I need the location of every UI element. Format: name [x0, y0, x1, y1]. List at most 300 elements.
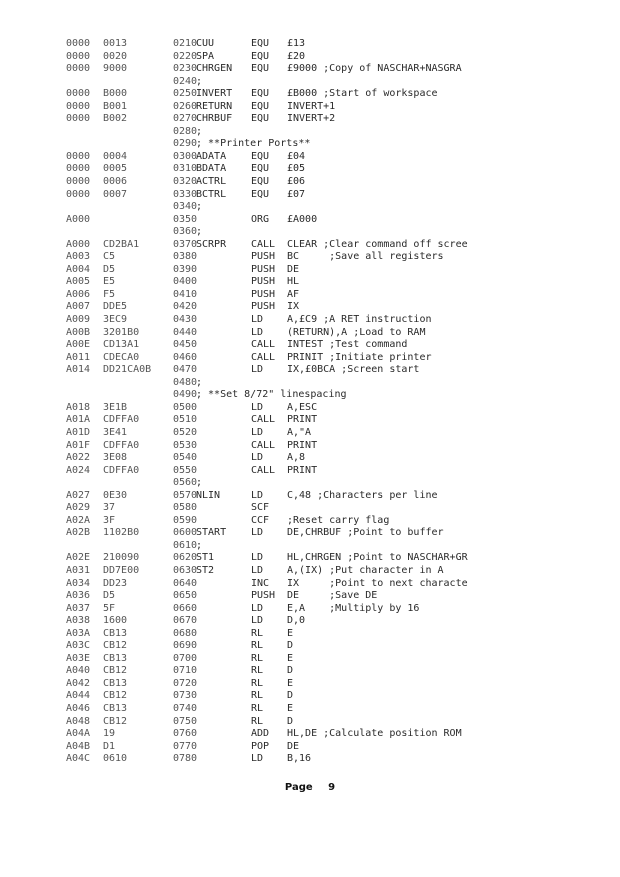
line-number: 0720 — [173, 677, 198, 689]
address: 0000 — [66, 50, 91, 62]
line-number: 0470 — [173, 364, 198, 376]
machine-code: B000 — [103, 88, 128, 100]
line-number: 0280 — [173, 125, 198, 137]
opcode: EQU — [251, 176, 270, 188]
operand: £20 — [287, 50, 306, 62]
opcode: EQU — [251, 100, 270, 112]
machine-code: B001 — [103, 100, 128, 112]
opcode: LD — [251, 426, 264, 438]
address: A038 — [66, 615, 91, 627]
operand: A,£C9 ;A RET instruction — [287, 314, 432, 326]
listing-line — [0, 113, 620, 126]
line-number: 0430 — [173, 314, 198, 326]
listing-line — [0, 214, 620, 227]
machine-code: 0E30 — [103, 489, 128, 501]
listing-line — [0, 753, 620, 766]
listing-line — [0, 201, 620, 214]
label: ACTRL — [196, 176, 227, 188]
opcode: EQU — [251, 63, 270, 75]
opcode: LD — [251, 326, 264, 338]
operand: IX ;Point to next characte — [287, 577, 468, 589]
line-number: 0440 — [173, 326, 198, 338]
listing-line — [0, 628, 620, 641]
machine-code: 0006 — [103, 176, 128, 188]
machine-code: D1 — [103, 740, 116, 752]
opcode: CALL — [251, 464, 276, 476]
operand: HL,CHRGEN ;Point to NASCHAR+GR — [287, 552, 468, 564]
operand: AF — [287, 288, 300, 300]
listing-line — [0, 251, 620, 264]
address: A009 — [66, 314, 91, 326]
listing-line — [0, 226, 620, 239]
machine-code: DD7E00 — [103, 564, 140, 576]
address: 0000 — [66, 113, 91, 125]
machine-code: 0005 — [103, 163, 128, 175]
address: 0000 — [66, 188, 91, 200]
address: A006 — [66, 288, 91, 300]
line-number: 0550 — [173, 464, 198, 476]
operand: A,8 — [287, 452, 306, 464]
page-number: 9 — [328, 782, 336, 793]
address: A014 — [66, 364, 91, 376]
opcode: CALL — [251, 414, 276, 426]
label: ; — [196, 477, 203, 489]
label: NLIN — [196, 489, 221, 501]
opcode: ADD — [251, 728, 270, 740]
address: A01A — [66, 414, 91, 426]
listing-line — [0, 276, 620, 289]
listing-line — [0, 452, 620, 465]
operand: £9000 ;Copy of NASCHAR+NASGRA — [287, 63, 462, 75]
opcode: LD — [251, 314, 264, 326]
opcode: LD — [251, 364, 264, 376]
opcode: RL — [251, 702, 264, 714]
operand: D — [287, 665, 294, 677]
machine-code: CD13A1 — [103, 339, 140, 351]
label: ; **Set 8/72" linespacing — [196, 389, 347, 401]
listing-line — [0, 88, 620, 101]
opcode: PUSH — [251, 251, 276, 263]
machine-code: CDFFA0 — [103, 464, 140, 476]
listing-line — [0, 678, 620, 691]
operand: IX,£0BCA ;Screen start — [287, 364, 420, 376]
machine-code: 0004 — [103, 150, 128, 162]
listing-line — [0, 51, 620, 64]
machine-code: D5 — [103, 263, 116, 275]
address: A018 — [66, 401, 91, 413]
listing-line — [0, 440, 620, 453]
listing-line — [0, 502, 620, 515]
address: A000 — [66, 238, 91, 250]
label: CHRGEN — [196, 63, 233, 75]
listing-line — [0, 163, 620, 176]
listing-line — [0, 427, 620, 440]
line-number: 0250 — [173, 88, 198, 100]
page-label: Page — [284, 782, 313, 793]
address: A000 — [66, 213, 91, 225]
operand: IX — [287, 301, 300, 313]
line-number: 0380 — [173, 251, 198, 263]
line-number: 0750 — [173, 715, 198, 727]
address: 0000 — [66, 100, 91, 112]
address: A00B — [66, 326, 91, 338]
listing-line — [0, 327, 620, 340]
operand: A,ESC — [287, 401, 318, 413]
listing-line — [0, 703, 620, 716]
machine-code: 3201B0 — [103, 326, 140, 338]
address: A02E — [66, 552, 91, 564]
machine-code: 9000 — [103, 63, 128, 75]
machine-code: DD23 — [103, 577, 128, 589]
opcode: RL — [251, 690, 264, 702]
listing-line — [0, 314, 620, 327]
line-number: 0500 — [173, 401, 198, 413]
label: BDATA — [196, 163, 227, 175]
line-number: 0290 — [173, 138, 198, 150]
label: ; **Printer Ports** — [196, 138, 311, 150]
line-number: 0400 — [173, 276, 198, 288]
address: A024 — [66, 464, 91, 476]
machine-code: 1600 — [103, 615, 128, 627]
operand: DE — [287, 263, 300, 275]
listing-line — [0, 590, 620, 603]
opcode: LD — [251, 527, 264, 539]
operand: E — [287, 702, 294, 714]
address: A037 — [66, 602, 91, 614]
address: A044 — [66, 690, 91, 702]
opcode: INC — [251, 577, 270, 589]
machine-code: CDFFA0 — [103, 439, 140, 451]
opcode: LD — [251, 552, 264, 564]
line-number: 0320 — [173, 176, 198, 188]
address: A02B — [66, 527, 91, 539]
address: 0000 — [66, 176, 91, 188]
line-number: 0270 — [173, 113, 198, 125]
machine-code: 19 — [103, 728, 116, 740]
listing-line — [0, 578, 620, 591]
address: A042 — [66, 677, 91, 689]
listing-line — [0, 414, 620, 427]
listing-line — [0, 716, 620, 729]
opcode: RL — [251, 652, 264, 664]
opcode: POP — [251, 740, 270, 752]
machine-code: 3EC9 — [103, 314, 128, 326]
listing-line — [0, 603, 620, 616]
operand: B,16 — [287, 753, 312, 765]
address: A02A — [66, 514, 91, 526]
listing-line — [0, 728, 620, 741]
listing-line — [0, 615, 620, 628]
line-number: 0580 — [173, 502, 198, 514]
machine-code: CB12 — [103, 690, 128, 702]
address: A004 — [66, 263, 91, 275]
line-number: 0340 — [173, 201, 198, 213]
opcode: CCF — [251, 514, 270, 526]
operand: PRINT — [287, 439, 318, 451]
opcode: RL — [251, 627, 264, 639]
address: A005 — [66, 276, 91, 288]
address: A03A — [66, 627, 91, 639]
listing-line — [0, 377, 620, 390]
listing-line — [0, 565, 620, 578]
opcode: PUSH — [251, 276, 276, 288]
line-number: 0350 — [173, 213, 198, 225]
address: A003 — [66, 251, 91, 263]
operand: £05 — [287, 163, 306, 175]
label: SPA — [196, 50, 215, 62]
line-number: 0220 — [173, 50, 198, 62]
machine-code: 0020 — [103, 50, 128, 62]
machine-code: DDE5 — [103, 301, 128, 313]
line-number: 0480 — [173, 376, 198, 388]
line-number: 0330 — [173, 188, 198, 200]
machine-code: 1102B0 — [103, 527, 140, 539]
line-number: 0640 — [173, 577, 198, 589]
machine-code: B002 — [103, 113, 128, 125]
listing-line — [0, 540, 620, 553]
operand: HL,DE ;Calculate position ROM — [287, 728, 462, 740]
operand: D — [287, 690, 294, 702]
listing-line — [0, 138, 620, 151]
listing-line — [0, 63, 620, 76]
listing-line — [0, 490, 620, 503]
line-number: 0310 — [173, 163, 198, 175]
line-number: 0530 — [173, 439, 198, 451]
line-number: 0490 — [173, 389, 198, 401]
machine-code: CB13 — [103, 702, 128, 714]
machine-code: 0007 — [103, 188, 128, 200]
machine-code: 3E1B — [103, 401, 128, 413]
label: START — [196, 527, 227, 539]
machine-code: CDFFA0 — [103, 414, 140, 426]
machine-code: 5F — [103, 602, 116, 614]
address: A034 — [66, 577, 91, 589]
operand: £06 — [287, 176, 306, 188]
line-number: 0460 — [173, 351, 198, 363]
address: A027 — [66, 489, 91, 501]
opcode: LD — [251, 753, 264, 765]
operand: CLEAR ;Clear command off scree — [287, 238, 468, 250]
label: ; — [196, 201, 203, 213]
listing-line — [0, 364, 620, 377]
opcode: EQU — [251, 188, 270, 200]
line-number: 0730 — [173, 690, 198, 702]
operand: E — [287, 627, 294, 639]
address: A040 — [66, 665, 91, 677]
address: A036 — [66, 590, 91, 602]
machine-code: DD21CA0B — [103, 364, 152, 376]
listing-line — [0, 402, 620, 415]
operand: D,0 — [287, 615, 306, 627]
address: A022 — [66, 452, 91, 464]
machine-code: 3E08 — [103, 452, 128, 464]
line-number: 0570 — [173, 489, 198, 501]
operand: E,A ;Multiply by 16 — [287, 602, 420, 614]
address: A04C — [66, 753, 91, 765]
label: CHRBUF — [196, 113, 233, 125]
line-number: 0680 — [173, 627, 198, 639]
listing-line — [0, 289, 620, 302]
machine-code: CB12 — [103, 640, 128, 652]
address: A01D — [66, 426, 91, 438]
line-number: 0230 — [173, 63, 198, 75]
address: 0000 — [66, 88, 91, 100]
opcode: RL — [251, 665, 264, 677]
listing-line — [0, 389, 620, 402]
listing-line — [0, 38, 620, 51]
address: A04B — [66, 740, 91, 752]
listing-line — [0, 552, 620, 565]
listing-line — [0, 352, 620, 365]
listing-line — [0, 301, 620, 314]
line-number: 0770 — [173, 740, 198, 752]
machine-code: CB12 — [103, 715, 128, 727]
label: INVERT — [196, 88, 233, 100]
line-number: 0240 — [173, 75, 198, 87]
opcode: LD — [251, 489, 264, 501]
opcode: CALL — [251, 339, 276, 351]
operand: BC ;Save all registers — [287, 251, 444, 263]
label: ; — [196, 539, 203, 551]
operand: HL — [287, 276, 300, 288]
assembly-listing — [0, 38, 620, 766]
listing-line — [0, 653, 620, 666]
address: A00E — [66, 339, 91, 351]
machine-code: CB12 — [103, 665, 128, 677]
line-number: 0360 — [173, 226, 198, 238]
listing-line — [0, 176, 620, 189]
listing-line — [0, 126, 620, 139]
operand: PRINT — [287, 464, 318, 476]
operand: ;Reset carry flag — [287, 514, 390, 526]
machine-code: CDECA0 — [103, 351, 140, 363]
label: RETURN — [196, 100, 233, 112]
line-number: 0590 — [173, 514, 198, 526]
listing-line — [0, 239, 620, 252]
machine-code: CB13 — [103, 652, 128, 664]
machine-code: 3F — [103, 514, 116, 526]
operand: E — [287, 652, 294, 664]
operand: DE ;Save DE — [287, 590, 378, 602]
label: ; — [196, 75, 203, 87]
line-number: 0370 — [173, 238, 198, 250]
address: A01F — [66, 439, 91, 451]
machine-code: F5 — [103, 288, 116, 300]
opcode: EQU — [251, 113, 270, 125]
operand: INVERT+1 — [287, 100, 336, 112]
address: 0000 — [66, 163, 91, 175]
address: A04A — [66, 728, 91, 740]
line-number: 0670 — [173, 615, 198, 627]
label: ; — [196, 376, 203, 388]
line-number: 0600 — [173, 527, 198, 539]
operand: A,(IX) ;Put character in A — [287, 564, 444, 576]
label: ; — [196, 226, 203, 238]
operand: D — [287, 640, 294, 652]
label: CUU — [196, 38, 215, 49]
machine-code: 0013 — [103, 38, 128, 49]
page-footer — [0, 782, 620, 793]
machine-code: 37 — [103, 502, 116, 514]
line-number: 0660 — [173, 602, 198, 614]
listing-line — [0, 515, 620, 528]
listing-line — [0, 264, 620, 277]
operand: C,48 ;Characters per line — [287, 489, 438, 501]
opcode: EQU — [251, 50, 270, 62]
operand: A,"A — [287, 426, 312, 438]
opcode: CALL — [251, 351, 276, 363]
line-number: 0210 — [173, 38, 198, 49]
listing-line — [0, 665, 620, 678]
line-number: 0450 — [173, 339, 198, 351]
label: ADATA — [196, 150, 227, 162]
opcode: LD — [251, 564, 264, 576]
address: 0000 — [66, 63, 91, 75]
address: A011 — [66, 351, 91, 363]
label: ; — [196, 125, 203, 137]
opcode: RL — [251, 640, 264, 652]
line-number: 0540 — [173, 452, 198, 464]
line-number: 0620 — [173, 552, 198, 564]
opcode: PUSH — [251, 263, 276, 275]
line-number: 0630 — [173, 564, 198, 576]
opcode: LD — [251, 452, 264, 464]
line-number: 0410 — [173, 288, 198, 300]
machine-code: CB13 — [103, 627, 128, 639]
opcode: CALL — [251, 238, 276, 250]
line-number: 0390 — [173, 263, 198, 275]
operand: INTEST ;Test command — [287, 339, 408, 351]
line-number: 0260 — [173, 100, 198, 112]
line-number: 0510 — [173, 414, 198, 426]
line-number: 0610 — [173, 539, 198, 551]
listing-line — [0, 189, 620, 202]
address: A048 — [66, 715, 91, 727]
line-number: 0700 — [173, 652, 198, 664]
line-number: 0760 — [173, 728, 198, 740]
operand: E — [287, 677, 294, 689]
operand: DE — [287, 740, 300, 752]
opcode: SCF — [251, 502, 270, 514]
operand: £07 — [287, 188, 306, 200]
listing-line — [0, 101, 620, 114]
line-number: 0740 — [173, 702, 198, 714]
opcode: EQU — [251, 163, 270, 175]
operand: (RETURN),A ;Load to RAM — [287, 326, 426, 338]
operand: £04 — [287, 150, 306, 162]
address: A031 — [66, 564, 91, 576]
address: A007 — [66, 301, 91, 313]
operand: £A000 — [287, 213, 318, 225]
machine-code: 0610 — [103, 753, 128, 765]
listing-line — [0, 690, 620, 703]
opcode: LD — [251, 602, 264, 614]
machine-code: D5 — [103, 590, 116, 602]
opcode: RL — [251, 715, 264, 727]
address: A03E — [66, 652, 91, 664]
listing-line — [0, 527, 620, 540]
line-number: 0650 — [173, 590, 198, 602]
listing-line — [0, 477, 620, 490]
label: ST1 — [196, 552, 215, 564]
opcode: PUSH — [251, 590, 276, 602]
label: ST2 — [196, 564, 215, 576]
opcode: LD — [251, 401, 264, 413]
line-number: 0300 — [173, 150, 198, 162]
machine-code: C5 — [103, 251, 116, 263]
operand: INVERT+2 — [287, 113, 336, 125]
operand: £13 — [287, 38, 306, 49]
